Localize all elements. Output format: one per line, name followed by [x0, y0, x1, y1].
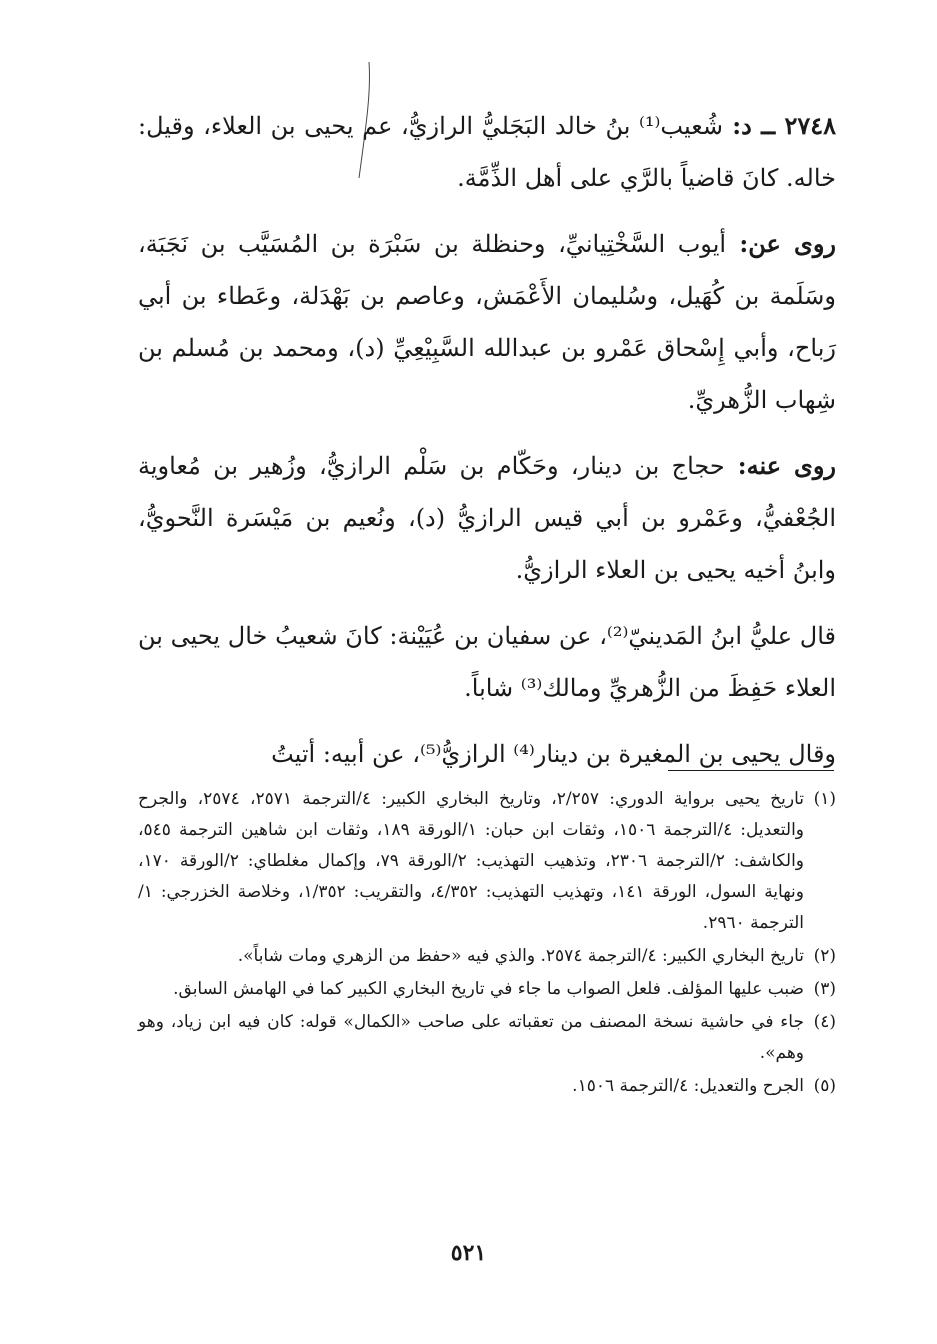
footnote-number: (٣): [813, 979, 836, 999]
footnote-3: [138, 974, 836, 1005]
narrated-by-text: حجاج بن دينار، وحَكّام بن سَلْم الرازيُّ، وزُهير بن مُعاوية الجُعْفيُّ، وعَمْرو بن أبي قيس الرازيُّ (د)، ونُعيم بن مَيْسَرة النَّحويُّ، وابنُ أخيه يحيى بن العلاء الرازيُّ.: [138, 452, 836, 584]
footnote-separator-rule: [668, 770, 834, 771]
footnote-text: ضبب عليها المؤلف. فلعل الصواب ما جاء في تاريخ البخاري الكبير كما في الهامش السابق.: [173, 979, 804, 999]
footnote-number: (٤): [813, 1012, 836, 1032]
footnote-text: تاريخ البخاري الكبير: ٤/الترجمة ٢٥٧٤. والذي فيه «حفظ من الزهري ومات شاباً».: [237, 946, 804, 966]
yahya-quote-paragraph: وقال يحيى بن المغيرة بن دينار⁽⁴⁾ الرازيُّ⁽⁵⁾، عن أبيه: أتيتُ: [271, 740, 836, 768]
page-number: ٥٢١: [450, 1240, 487, 1266]
footnote-number: (١): [813, 789, 836, 809]
footnote-text: تاريخ يحيى برواية الدوري: ٢/٢٥٧، وتاريخ البخاري الكبير: ٤/الترجمة ٢٥٧١، ٢٥٧٤، والجرح والتعديل: ٤/الترجمة ١٥٠٦، وثقات ابن حبان: ١/الورقة ١٨٩، وثقات ابن شاهين الترجمة ٥٤٥، والكاشف: ٢/الترجمة ٢٣٠٦، وتذهيب التهذيب: ٢/الورقة ٧٩، وإكمال مغلطاي: ٢/الورقة ١٧٠، ونهاية السول، الورقة ١٤١، وتهذيب التهذيب: ٤/٣٥٢، والتقريب: ١/٣٥٢، وخلاصة الخزرجي: ١/الترجمة ٢٩٦٠.: [138, 789, 805, 933]
footnote-1: [138, 784, 836, 939]
narrated-by-paragraph: [138, 440, 836, 596]
footnote-number: (٢): [813, 946, 836, 966]
entry-heading-paragraph: [138, 100, 836, 204]
footnote-text: الجرح والتعديل: ٤/الترجمة ١٥٠٦.: [572, 1076, 804, 1096]
footnote-2: [138, 941, 836, 972]
footnote-5: [138, 1071, 836, 1102]
footnote-number: (٥): [813, 1076, 836, 1096]
madini-quote-paragraph: قال عليُّ ابنُ المَدينيّ⁽²⁾، عن سفيان بن عُيَيْنة: كانَ شعيبُ خال يحيى بن العلاء حَفِظَ من الزُّهريِّ ومالك⁽³⁾ شاباً.: [138, 622, 836, 702]
footnote-4: [138, 1007, 836, 1069]
narrated-from-text: أيوب السَّخْتِيانيِّ، وحنظلة بن سَبْرَة بن المُسَيَّب بن نَجَبَة، وسَلَمة بن كُهَيل، وسُليمان الأَعْمَش، وعاصم بن بَهْدَلة، وعَطاء بن أبي رَباح، وأبي إِسْحاق عَمْرو بن عبدالله السَّبِيْعِيِّ (د)، ومحمد بن مُسلم بن شِهاب الزُّهريِّ.: [138, 230, 837, 414]
narrated-from-paragraph: [138, 218, 836, 426]
entry-intro-text: شُعيب⁽¹⁾ بنُ خالد البَجَليُّ الرازيُّ، عم يحيى بن العلاء، وقيل: خاله. كانَ قاضياً بالرَّي على أهل الذِّمَّة.: [138, 112, 836, 192]
entry-number: ٢٧٤٨ ــ د:: [722, 111, 836, 140]
narrated-from-label: روى عن:: [726, 229, 837, 258]
footnote-text: جاء في حاشية نسخة المصنف من تعقباته على صاحب «الكمال» قوله: كان فيه ابن زياد، وهو وهم».: [138, 1012, 804, 1063]
narrated-by-label: روى عنه:: [724, 451, 836, 480]
main-text: [138, 100, 836, 794]
footnotes-section: [138, 784, 836, 1104]
